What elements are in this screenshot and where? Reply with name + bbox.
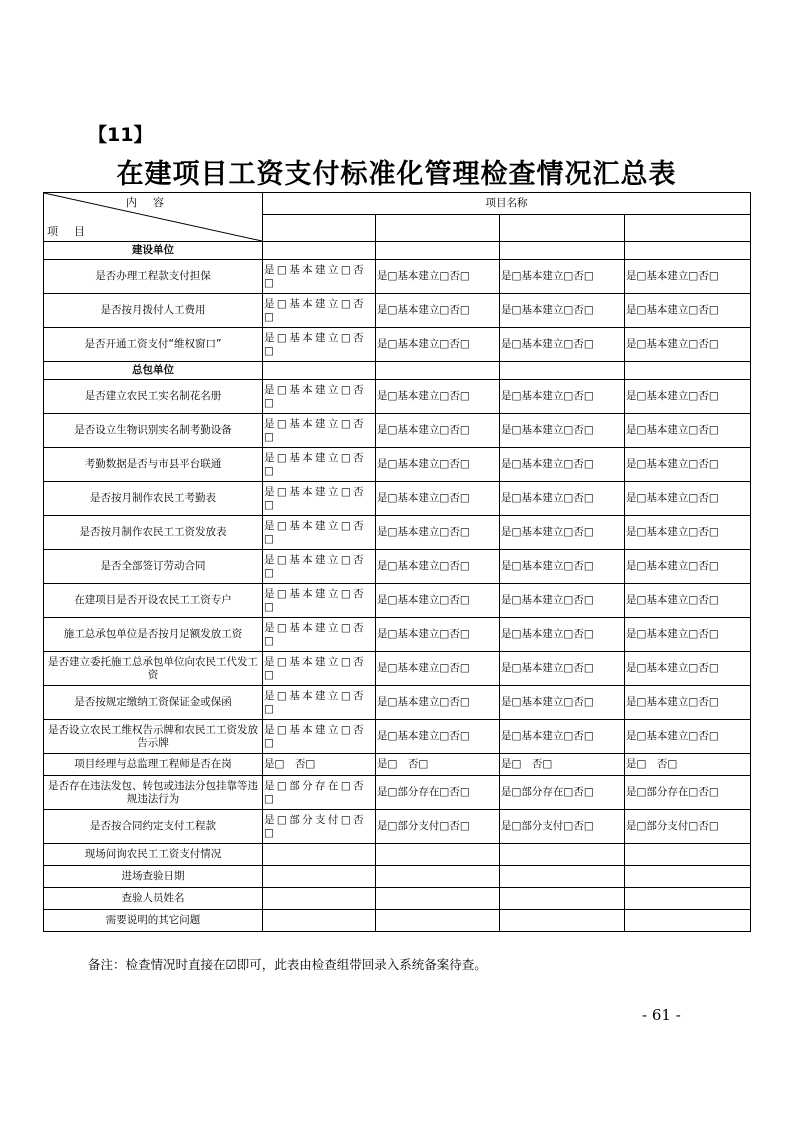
footer-row [44, 844, 751, 866]
check-item-label: 是否按月制作农民工考勤表 [44, 482, 263, 516]
footer-row-label: 进场查验日期 [44, 866, 263, 888]
check-options-cell[interactable]: 是□基本建立□否□ [376, 380, 500, 414]
check-options-cell[interactable]: 是□基本建立□否□ [263, 516, 376, 550]
footer-row [44, 910, 751, 932]
check-options-cell[interactable]: 是□基本建立□否□ [625, 652, 751, 686]
empty-cell [500, 362, 625, 380]
check-options-cell[interactable]: 是□基本建立□否□ [263, 448, 376, 482]
table-row [44, 294, 751, 328]
empty-cell [500, 242, 625, 260]
check-options-cell[interactable]: 是□基本建立□否□ [500, 652, 625, 686]
check-item-label: 是否建立委托施工总承包单位向农民工代发工资 [44, 652, 263, 686]
fill-in-cell[interactable] [263, 866, 376, 888]
check-options-cell[interactable]: 是□ 否□ [500, 754, 625, 776]
fill-in-cell[interactable] [376, 910, 500, 932]
check-options-cell[interactable]: 是□基本建立□否□ [500, 414, 625, 448]
empty-cell [376, 362, 500, 380]
fill-in-cell[interactable] [625, 888, 751, 910]
fill-in-cell[interactable] [500, 844, 625, 866]
check-item-label: 是否按规定缴纳工资保证金或保函 [44, 686, 263, 720]
table-row [44, 516, 751, 550]
header-row [44, 193, 751, 215]
table-row [44, 448, 751, 482]
fill-in-cell[interactable] [263, 910, 376, 932]
check-options-cell[interactable]: 是□基本建立□否□ [376, 686, 500, 720]
check-item-label: 是否按合同约定支付工程款 [44, 810, 263, 844]
check-options-cell[interactable]: 是□基本建立□否□ [500, 380, 625, 414]
check-options-cell[interactable]: 是□基本建立□否□ [263, 584, 376, 618]
section-row [44, 362, 751, 380]
check-item-label: 在建项目是否开设农民工工资专户 [44, 584, 263, 618]
check-options-cell[interactable]: 是□基本建立□否□ [263, 482, 376, 516]
table-row [44, 584, 751, 618]
check-options-cell[interactable]: 是□部分支付□否□ [263, 810, 376, 844]
check-options-cell[interactable]: 是□基本建立□否□ [500, 516, 625, 550]
empty-cell [263, 362, 376, 380]
check-options-cell[interactable]: 是□基本建立□否□ [625, 584, 751, 618]
project-name-header: 项目名称 [263, 193, 751, 215]
check-options-cell[interactable]: 是□基本建立□否□ [263, 618, 376, 652]
check-options-cell[interactable]: 是□基本建立□否□ [263, 294, 376, 328]
content-label: 内容 [126, 196, 180, 209]
check-options-cell[interactable]: 是□基本建立□否□ [376, 652, 500, 686]
check-options-cell[interactable]: 是□基本建立□否□ [500, 618, 625, 652]
check-options-cell[interactable]: 是□基本建立□否□ [625, 720, 751, 754]
check-options-cell[interactable]: 是□基本建立□否□ [625, 448, 751, 482]
check-item-label: 是否存在违法发包、转包或违法分包挂靠等违规违法行为 [44, 776, 263, 810]
table-row [44, 550, 751, 584]
check-options-cell[interactable]: 是□基本建立□否□ [625, 414, 751, 448]
project-name-cell[interactable] [625, 215, 751, 242]
table-row [44, 328, 751, 362]
empty-cell [625, 242, 751, 260]
check-options-cell[interactable]: 是□基本建立□否□ [263, 328, 376, 362]
table-row [44, 776, 751, 810]
check-options-cell[interactable]: 是□基本建立□否□ [500, 584, 625, 618]
table-row [44, 810, 751, 844]
check-options-cell[interactable]: 是□基本建立□否□ [376, 414, 500, 448]
check-options-cell[interactable]: 是□部分存在□否□ [625, 776, 751, 810]
check-options-cell[interactable]: 是□基本建立□否□ [625, 686, 751, 720]
check-options-cell[interactable]: 是□部分存在□否□ [376, 776, 500, 810]
check-options-cell[interactable]: 是□基本建立□否□ [500, 686, 625, 720]
check-options-cell[interactable]: 是□基本建立□否□ [625, 618, 751, 652]
empty-cell [263, 242, 376, 260]
table-row [44, 260, 751, 294]
check-options-cell[interactable]: 是□部分存在□否□ [263, 776, 376, 810]
check-item-label: 是否开通工资支付“维权窗口” [44, 328, 263, 362]
diagonal-header-cell [44, 193, 263, 242]
document-tag: 【11】 [88, 124, 153, 146]
check-options-cell[interactable]: 是□基本建立□否□ [376, 618, 500, 652]
check-item-label: 考勤数据是否与市县平台联通 [44, 448, 263, 482]
check-options-cell[interactable]: 是□基本建立□否□ [625, 260, 751, 294]
fill-in-cell[interactable] [376, 844, 500, 866]
check-options-cell[interactable]: 是□基本建立□否□ [625, 294, 751, 328]
check-options-cell[interactable]: 是□ 否□ [625, 754, 751, 776]
table-row [44, 720, 751, 754]
footer-row [44, 888, 751, 910]
check-options-cell[interactable]: 是□部分支付□否□ [500, 810, 625, 844]
page-title: 在建项目工资支付标准化管理检查情况汇总表 [116, 159, 677, 190]
fill-in-cell[interactable] [263, 844, 376, 866]
check-options-cell[interactable]: 是□基本建立□否□ [500, 260, 625, 294]
fill-in-cell[interactable] [376, 888, 500, 910]
check-options-cell[interactable]: 是□基本建立□否□ [263, 686, 376, 720]
check-options-cell[interactable]: 是□基本建立□否□ [625, 516, 751, 550]
fill-in-cell[interactable] [500, 866, 625, 888]
footer-row-label: 现场问询农民工工资支付情况 [44, 844, 263, 866]
project-name-cell[interactable] [500, 215, 625, 242]
fill-in-cell[interactable] [625, 866, 751, 888]
footer-row-label: 查验人员姓名 [44, 888, 263, 910]
project-name-cell[interactable] [263, 215, 376, 242]
check-item-label: 是否按月拨付人工费用 [44, 294, 263, 328]
empty-cell [625, 362, 751, 380]
section-row [44, 242, 751, 260]
check-item-label: 是否按月制作农民工工资发放表 [44, 516, 263, 550]
check-options-cell[interactable]: 是□基本建立□否□ [500, 294, 625, 328]
project-name-cell[interactable] [376, 215, 500, 242]
check-options-cell[interactable]: 是□基本建立□否□ [376, 482, 500, 516]
check-options-cell[interactable]: 是□ 否□ [263, 754, 376, 776]
footer-row-label: 需要说明的其它问题 [44, 910, 263, 932]
check-options-cell[interactable]: 是□基本建立□否□ [376, 294, 500, 328]
table-row [44, 414, 751, 448]
check-item-label: 是否建立农民工实名制花名册 [44, 380, 263, 414]
check-options-cell[interactable]: 是□基本建立□否□ [376, 720, 500, 754]
check-item-label: 是否设立生物识别实名制考勤设备 [44, 414, 263, 448]
check-options-cell[interactable]: 是□基本建立□否□ [263, 260, 376, 294]
check-options-cell[interactable]: 是□基本建立□否□ [625, 328, 751, 362]
check-options-cell[interactable]: 是□基本建立□否□ [263, 652, 376, 686]
check-options-cell[interactable]: 是□部分存在□否□ [500, 776, 625, 810]
check-item-label: 是否设立农民工维权告示牌和农民工工资发放告示牌 [44, 720, 263, 754]
check-options-cell[interactable]: 是□部分支付□否□ [376, 810, 500, 844]
check-options-cell[interactable]: 是□基本建立□否□ [625, 482, 751, 516]
table-row [44, 652, 751, 686]
footnote: 备注：检查情况时直接在☑即可，此表由检查组带回录入系统备案待查。 [88, 957, 487, 972]
empty-cell [376, 242, 500, 260]
check-item-label: 是否全部签订劳动合同 [44, 550, 263, 584]
fill-in-cell[interactable] [625, 844, 751, 866]
check-options-cell[interactable]: 是□基本建立□否□ [500, 448, 625, 482]
check-options-cell[interactable]: 是□基本建立□否□ [263, 550, 376, 584]
check-item-label: 施工总承包单位是否按月足额发放工资 [44, 618, 263, 652]
table-row [44, 686, 751, 720]
table-body [44, 193, 751, 932]
fill-in-cell[interactable] [500, 888, 625, 910]
table-row [44, 618, 751, 652]
check-options-cell[interactable]: 是□基本建立□否□ [500, 720, 625, 754]
section-title: 建设单位 [44, 242, 263, 260]
check-item-label: 项目经理与总监理工程师是否在岗 [44, 754, 263, 776]
check-options-cell[interactable]: 是□基本建立□否□ [263, 414, 376, 448]
item-label: 项目 [47, 225, 101, 238]
check-options-cell[interactable]: 是□ 否□ [376, 754, 500, 776]
check-options-cell[interactable]: 是□基本建立□否□ [263, 380, 376, 414]
check-options-cell[interactable]: 是□基本建立□否□ [625, 550, 751, 584]
inspection-table [43, 192, 751, 932]
table-row [44, 380, 751, 414]
fill-in-cell[interactable] [263, 888, 376, 910]
check-options-cell[interactable]: 是□基本建立□否□ [500, 328, 625, 362]
check-options-cell[interactable]: 是□基本建立□否□ [376, 516, 500, 550]
table-row [44, 754, 751, 776]
check-item-label: 是否办理工程款支付担保 [44, 260, 263, 294]
section-title: 总包单位 [44, 362, 263, 380]
check-options-cell[interactable]: 是□基本建立□否□ [625, 380, 751, 414]
fill-in-cell[interactable] [500, 910, 625, 932]
check-options-cell[interactable]: 是□基本建立□否□ [376, 448, 500, 482]
footer-row [44, 866, 751, 888]
check-options-cell[interactable]: 是□基本建立□否□ [376, 584, 500, 618]
fill-in-cell[interactable] [376, 866, 500, 888]
check-options-cell[interactable]: 是□基本建立□否□ [500, 550, 625, 584]
check-options-cell[interactable]: 是□基本建立□否□ [376, 260, 500, 294]
page-number: - 61 - [642, 1006, 681, 1024]
fill-in-cell[interactable] [625, 910, 751, 932]
check-options-cell[interactable]: 是□部分支付□否□ [625, 810, 751, 844]
check-options-cell[interactable]: 是□基本建立□否□ [500, 482, 625, 516]
table-row [44, 482, 751, 516]
check-options-cell[interactable]: 是□基本建立□否□ [376, 550, 500, 584]
check-options-cell[interactable]: 是□基本建立□否□ [376, 328, 500, 362]
check-options-cell[interactable]: 是□基本建立□否□ [263, 720, 376, 754]
